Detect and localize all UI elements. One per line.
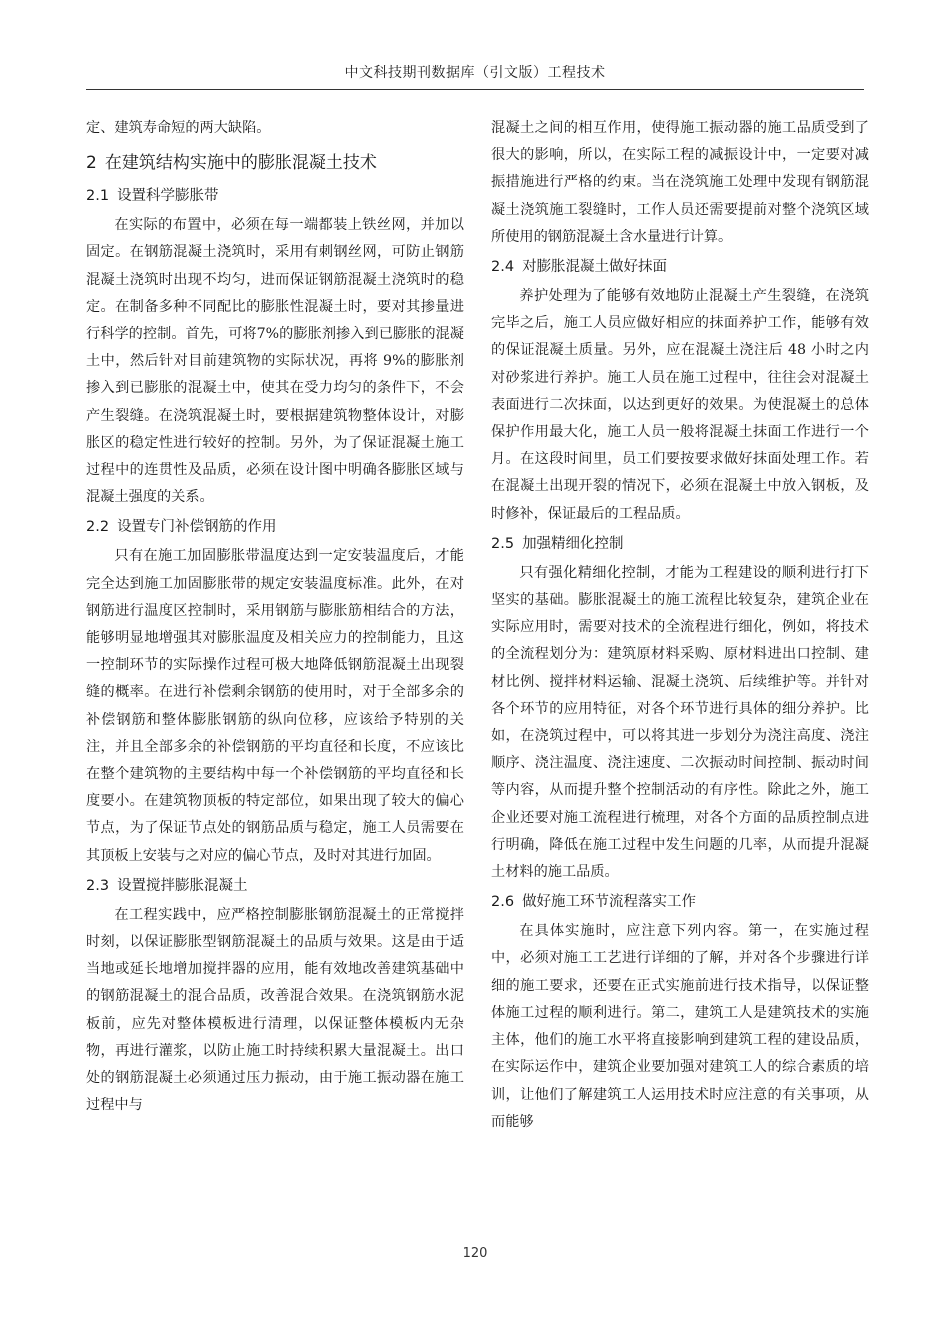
section-2-6-heading [491, 889, 869, 915]
section-2-heading [86, 149, 464, 177]
section-2-4-title: 对膨胀混凝土做好抹面 [522, 259, 668, 276]
section-2-6-title: 做好施工环节流程落实工作 [522, 894, 697, 911]
section-2-5-body: 只有强化精细化控制，才能为工程建设的顺利进行打下坚实的基础。膨胀混凝土的施工流程比较复杂，建筑企业在实际应用时，需要对技术的全流程进行细化，例如，将技术的全流程划分为：建筑原材料采购、原材料进出口控制、建材比例、搅拌材料运输、混凝土浇筑、后续维护等。并针对各个环节的应用特征，对各个环节进行具体的细分养护。比如，在浇筑过程中，可以将其进一步划分为浇注高度、浇注顺序、浇注温度、浇注速度、二次振动时间控制、振动时间等内容，从而提升整个控制活动的有序性。除此之外，施工企业还要对施工流程进行梳理，对各个方面的品质控制点进行明确，降低在施工过程中发生问题的几率，从而提升混凝土材料的施工品质。 [491, 564, 869, 881]
section-2-number: 2 [86, 153, 97, 174]
section-2-6-body: 在具体实施时，应注意下列内容。第一，在实施过程中，必须对施工工艺进行详细的了解，并对各个步骤进行详细的施工要求，还要在正式实施前进行技术指导，以保证整体施工过程的顺利进行。第二，建筑工人是建筑技术的实施主体，他们的施工水平将直接影响到建筑工程的建设品质，在实际运作中，建筑企业要加强对建筑工人的综合素质的培训，让他们了解建筑工人运用技术时应注意的有关事项，从而能够 [491, 923, 869, 1130]
section-2-3-body: 在工程实践中，应严格控制膨胀钢筋混凝土的正常搅拌时刻，以保证膨胀型钢筋混凝土的品质与效果。这是由于适当地或延长地增加搅拌器的应用，能有效地改善建筑基础中的钢筋混凝土的混合品质，改善混合效果。在浇筑钢筋水泥板前，应先对整体模板进行清理，以保证整体模板内无杂物，再进行灌浆，以防止施工时持续积累大量混凝土。出口处的钢筋混凝土必须通过压力振动，由于施工振动器在施工过程中与 [86, 906, 464, 1114]
section-2-1-body: 在实际的布置中，必须在每一端都装上铁丝网，并加以固定。在钢筋混凝土浇筑时，采用有刺钢丝网，可防止钢筋混凝土浇筑时出现不均匀，进而保证钢筋混凝土浇筑时的稳定。在制备多种不同配比的膨胀性混凝土时，要对其掺量进行科学的控制。首先，可将7%的膨胀剂掺入到已膨胀的混凝土中，然后针对目前建筑物的实际状况，再将 9%的膨胀剂掺入到已膨胀的混凝土中，使其在受力均匀的条件下，不会产生裂缝。在浇筑混凝土时，要根据建筑物整体设计，对膨胀区的稳定性进行较好的控制。另外，为了保证混凝土施工过程中的连贯性及品质，必须在设计图中明确各膨胀区域与混凝土强度的关系。 [86, 217, 464, 506]
section-2-3-title: 设置搅拌膨胀混凝土 [117, 877, 248, 894]
section-2-5-title: 加强精细化控制 [522, 535, 624, 552]
section-2-1-number: 2.1 [86, 188, 110, 205]
section-2-1-heading [86, 183, 464, 209]
section-2-4-number: 2.4 [491, 259, 515, 276]
section-2-4-heading [491, 254, 869, 280]
section-2-6-number: 2.6 [491, 894, 515, 911]
section-2-5-number: 2.5 [491, 535, 515, 552]
section-2-3-heading [86, 873, 464, 899]
page-number: 120 [462, 1246, 488, 1261]
section-2-4-body: 养护处理为了能够有效地防止混凝土产生裂缝，在浇筑完毕之后，施工人员应做好相应的抹面养护工作，能够有效的保证混凝土质量。另外，应在混凝土浇注后 48 小时之内对砂浆进行养护。施工人员在施工过程中，往往会对混凝土表面进行二次抹面，以达到更好的效果。为使混凝土的总体保护作用最大化，施工人员一般将混凝土抹面工作进行一个月。在这段时间里，员工们要按要求做好抹面处理工作。若在混凝土出现开裂的情况下，必须在混凝土中放入钢板，及时修补，保证最后的工程品质。 [491, 288, 869, 522]
header-rule [86, 89, 864, 90]
section-2-3-number: 2.3 [86, 877, 110, 894]
section-2-2-heading [86, 514, 464, 540]
section-2-3-continued: 混凝土之间的相互作用，使得施工振动器的施工品质受到了很大的影响，所以，在实际工程的减振设计中，一定要对减振措施进行严格的约束。当在浇筑施工处理中发现有钢筋混凝土浇筑施工裂缝时，工作人员还需要提前对整个浇筑区域所使用的钢筋混凝土含水量进行计算。 [491, 120, 869, 245]
left-column [86, 115, 464, 1120]
section-2-2-number: 2.2 [86, 519, 110, 536]
section-2-title: 在建筑结构实施中的膨胀混凝土技术 [104, 153, 377, 174]
section-2-2-title: 设置专门补偿钢筋的作用 [117, 519, 277, 536]
running-header: 中文科技期刊数据库（引文版）工程技术 [344, 65, 606, 81]
section-2-5-heading [491, 531, 869, 557]
section-2-2-body: 只有在施工加固膨胀带温度达到一定安装温度后，才能完全达到施工加固膨胀带的规定安装温度标准。此外，在对钢筋进行温度区控制时，采用钢筋与膨胀筋相结合的方法，能够明显地增强其对膨胀温度及相关应力的控制能力，且这一控制环节的实际操作过程可极大地降低钢筋混凝土出现裂缝的概率。在进行补偿剩余钢筋的使用时，对于全部多余的补偿钢筋和整体膨胀钢筋的纵向位移，应该给予特别的关注，并且全部多余的补偿钢筋的平均直径和长度，不应该比在整个建筑物的主要结构中每一个补偿钢筋的平均直径和长度要小。在建筑物顶板的特定部位，如果出现了较大的偏心节点，为了保证节点处的钢筋品质与稳定，施工人员需要在其顶板上安装与之对应的偏心节点，及时对其进行加固。 [86, 548, 464, 864]
intro-tail-paragraph: 定、建筑寿命短的两大缺陷。 [86, 120, 271, 136]
section-2-1-title: 设置科学膨胀带 [117, 188, 219, 205]
right-column [491, 115, 869, 1136]
